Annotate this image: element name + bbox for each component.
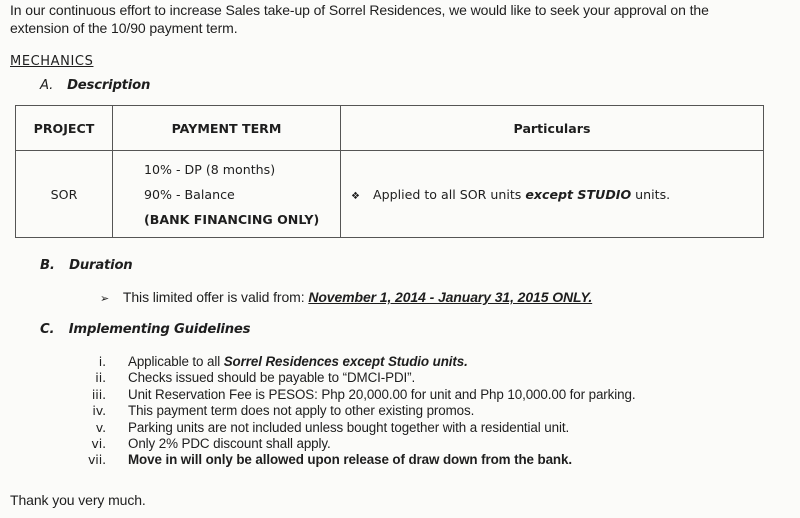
- list-number: iii.: [91, 386, 106, 402]
- particulars-emphasis: except STUDIO: [525, 186, 632, 202]
- list-number: iv.: [92, 403, 106, 419]
- section-a-label: Description: [67, 78, 151, 93]
- header-particulars: Particulars: [341, 106, 764, 151]
- duration-text: This limited offer is valid from:: [122, 289, 309, 305]
- duration-line: [100, 289, 592, 305]
- section-a-title: [40, 78, 150, 93]
- section-b-title: [40, 258, 133, 273]
- table-header-row: [16, 106, 764, 151]
- intro-line-1: In our continuous effort to increase Sales take-up of Sorrel Residences, we would like to seek your approval on the: [10, 2, 709, 18]
- description-table: [15, 105, 764, 238]
- duration-dates: November 1, 2014 - January 31, 2015 ONLY.: [308, 289, 593, 305]
- list-number: vi.: [91, 435, 106, 451]
- list-text: This payment term does not apply to other existing promos.: [128, 403, 475, 419]
- cell-payment-term: [113, 151, 341, 238]
- table-row: [16, 151, 764, 238]
- mechanics-heading: MECHANICS: [10, 54, 94, 69]
- list-emphasis: Move in will only be allowed upon release of draw down from the bank.: [128, 452, 572, 468]
- list-text: Only 2% PDC discount shall apply.: [128, 435, 331, 451]
- section-c-label: Implementing Guidelines: [68, 322, 251, 337]
- diamond-bullet-icon: ❖: [351, 190, 360, 202]
- payment-term-line: 10% - DP (8 months): [144, 161, 276, 177]
- payment-term-line: 90% - Balance: [144, 186, 235, 202]
- intro-line-2: extension of the 10/90 payment term.: [10, 20, 238, 36]
- header-payment-term: PAYMENT TERM: [113, 106, 341, 151]
- list-text: Checks issued should be payable to “DMCI-PDI”.: [128, 370, 416, 386]
- cell-particulars: [341, 151, 764, 238]
- particulars-suffix: units.: [631, 186, 671, 202]
- section-b-letter: B.: [40, 258, 55, 273]
- payment-term-line: (BANK FINANCING ONLY): [144, 211, 320, 227]
- list-text: Applicable to all: [128, 354, 224, 369]
- cell-project: SOR: [16, 151, 113, 238]
- list-number: v.: [95, 419, 106, 435]
- header-project: PROJECT: [16, 106, 113, 151]
- list-text: Unit Reservation Fee is PESOS: Php 20,000.00 for unit and Php 10,000.00 for parking.: [128, 386, 636, 402]
- list-number: i.: [98, 354, 106, 369]
- list-number: vii.: [87, 452, 106, 468]
- list-emphasis: Sorrel Residences except Studio units.: [223, 354, 468, 369]
- section-c-title: [40, 322, 250, 337]
- section-b-label: Duration: [69, 258, 133, 273]
- particulars-prefix: Applied to all SOR units: [373, 186, 526, 202]
- list-text: Parking units are not included unless bought together with a residential unit.: [128, 419, 570, 435]
- arrow-bullet-icon: ➢: [100, 293, 110, 305]
- list-number: ii.: [95, 370, 106, 386]
- section-c-letter: C.: [40, 322, 55, 337]
- closing-text: Thank you very much.: [10, 492, 146, 508]
- section-a-letter: A.: [40, 78, 54, 93]
